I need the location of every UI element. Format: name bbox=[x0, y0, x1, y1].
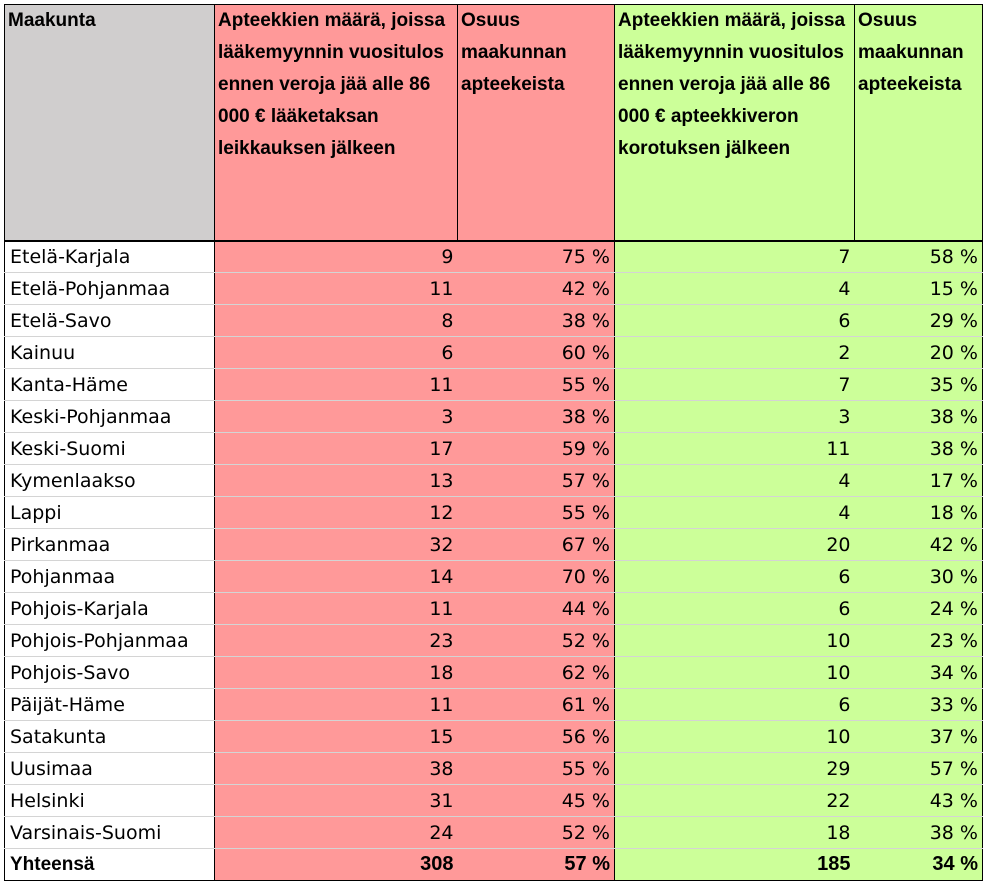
cell-count-after-tax-increase[interactable]: 29 bbox=[615, 753, 855, 785]
table-row bbox=[5, 369, 983, 401]
cell-share-after-tax-increase[interactable]: 43 % bbox=[855, 785, 983, 817]
cell-share-after-tax-increase[interactable]: 38 % bbox=[855, 401, 983, 433]
table-row bbox=[5, 465, 983, 497]
cell-count-after-tariff-cut[interactable]: 11 bbox=[215, 273, 458, 305]
header-count-after-tax-increase[interactable]: Apteekkien määrä, joissa lääkemyynnin vuositulos ennen veroja jää alle 86 000 € apteekkiveron korotuksen jälkeen bbox=[615, 5, 855, 241]
cell-share-after-tariff-cut[interactable]: 56 % bbox=[458, 721, 615, 753]
table-row bbox=[5, 401, 983, 433]
table-row bbox=[5, 337, 983, 369]
cell-share-after-tariff-cut[interactable]: 38 % bbox=[458, 305, 615, 337]
cell-maakunta[interactable]: Keski-Pohjanmaa bbox=[5, 401, 215, 433]
cell-count-after-tariff-cut[interactable]: 6 bbox=[215, 337, 458, 369]
cell-maakunta[interactable]: Varsinais-Suomi bbox=[5, 817, 215, 849]
table-row bbox=[5, 625, 983, 657]
cell-maakunta[interactable]: Pohjois-Karjala bbox=[5, 593, 215, 625]
table-row bbox=[5, 497, 983, 529]
cell-count-after-tariff-cut[interactable]: 18 bbox=[215, 657, 458, 689]
header-share-after-tariff-cut[interactable]: Osuus maakunnan apteekeista bbox=[458, 5, 615, 241]
cell-maakunta[interactable]: Pirkanmaa bbox=[5, 529, 215, 561]
cell-count-after-tax-increase[interactable]: 4 bbox=[615, 465, 855, 497]
cell-share-after-tax-increase[interactable]: 57 % bbox=[855, 753, 983, 785]
cell-share-after-tax-increase[interactable]: 42 % bbox=[855, 529, 983, 561]
cell-maakunta[interactable]: Päijät-Häme bbox=[5, 689, 215, 721]
cell-share-after-tariff-cut[interactable]: 60 % bbox=[458, 337, 615, 369]
cell-maakunta[interactable]: Pohjois-Pohjanmaa bbox=[5, 625, 215, 657]
total-row bbox=[5, 849, 983, 881]
cell-total-count-after-tax-increase[interactable]: 185 bbox=[615, 849, 855, 881]
cell-share-after-tariff-cut[interactable]: 62 % bbox=[458, 657, 615, 689]
cell-count-after-tariff-cut[interactable]: 31 bbox=[215, 785, 458, 817]
cell-total-share-after-tariff-cut[interactable]: 57 % bbox=[458, 849, 615, 881]
cell-share-after-tax-increase[interactable]: 17 % bbox=[855, 465, 983, 497]
cell-maakunta[interactable]: Helsinki bbox=[5, 785, 215, 817]
cell-maakunta[interactable]: Satakunta bbox=[5, 721, 215, 753]
cell-share-after-tariff-cut[interactable]: 57 % bbox=[458, 465, 615, 497]
cell-share-after-tariff-cut[interactable]: 44 % bbox=[458, 593, 615, 625]
cell-share-after-tax-increase[interactable]: 33 % bbox=[855, 689, 983, 721]
cell-count-after-tax-increase[interactable]: 11 bbox=[615, 433, 855, 465]
cell-count-after-tariff-cut[interactable]: 9 bbox=[215, 241, 458, 273]
table-row bbox=[5, 657, 983, 689]
cell-share-after-tax-increase[interactable]: 23 % bbox=[855, 625, 983, 657]
cell-share-after-tax-increase[interactable]: 20 % bbox=[855, 337, 983, 369]
cell-maakunta[interactable]: Pohjois-Savo bbox=[5, 657, 215, 689]
cell-count-after-tax-increase[interactable]: 7 bbox=[615, 369, 855, 401]
cell-share-after-tax-increase[interactable]: 15 % bbox=[855, 273, 983, 305]
cell-count-after-tax-increase[interactable]: 3 bbox=[615, 401, 855, 433]
cell-share-after-tariff-cut[interactable]: 55 % bbox=[458, 369, 615, 401]
cell-share-after-tariff-cut[interactable]: 38 % bbox=[458, 401, 615, 433]
cell-count-after-tariff-cut[interactable]: 38 bbox=[215, 753, 458, 785]
cell-total-label[interactable]: Yhteensä bbox=[5, 849, 215, 881]
cell-count-after-tariff-cut[interactable]: 3 bbox=[215, 401, 458, 433]
table-row bbox=[5, 561, 983, 593]
cell-count-after-tariff-cut[interactable]: 15 bbox=[215, 721, 458, 753]
table-row bbox=[5, 785, 983, 817]
spreadsheet-table bbox=[4, 4, 983, 881]
table-row bbox=[5, 433, 983, 465]
cell-count-after-tariff-cut[interactable]: 11 bbox=[215, 369, 458, 401]
cell-maakunta[interactable]: Kainuu bbox=[5, 337, 215, 369]
cell-share-after-tax-increase[interactable]: 38 % bbox=[855, 817, 983, 849]
header-share-after-tax-increase[interactable]: Osuus maakunnan apteekeista bbox=[855, 5, 983, 241]
cell-count-after-tax-increase[interactable]: 10 bbox=[615, 625, 855, 657]
cell-share-after-tariff-cut[interactable]: 52 % bbox=[458, 817, 615, 849]
cell-maakunta[interactable]: Etelä-Karjala bbox=[5, 241, 215, 273]
table-row bbox=[5, 241, 983, 273]
cell-count-after-tariff-cut[interactable]: 12 bbox=[215, 497, 458, 529]
cell-share-after-tariff-cut[interactable]: 67 % bbox=[458, 529, 615, 561]
cell-count-after-tax-increase[interactable]: 2 bbox=[615, 337, 855, 369]
cell-maakunta[interactable]: Etelä-Savo bbox=[5, 305, 215, 337]
cell-count-after-tax-increase[interactable]: 4 bbox=[615, 497, 855, 529]
cell-count-after-tariff-cut[interactable]: 8 bbox=[215, 305, 458, 337]
header-row bbox=[5, 5, 983, 241]
cell-count-after-tax-increase[interactable]: 7 bbox=[615, 241, 855, 273]
cell-maakunta[interactable]: Keski-Suomi bbox=[5, 433, 215, 465]
table-row bbox=[5, 593, 983, 625]
table-row bbox=[5, 529, 983, 561]
cell-count-after-tax-increase[interactable]: 22 bbox=[615, 785, 855, 817]
table-row bbox=[5, 721, 983, 753]
cell-maakunta[interactable]: Kanta-Häme bbox=[5, 369, 215, 401]
cell-maakunta[interactable]: Lappi bbox=[5, 497, 215, 529]
cell-share-after-tax-increase[interactable]: 29 % bbox=[855, 305, 983, 337]
header-maakunta[interactable]: Maakunta bbox=[5, 5, 215, 241]
cell-total-count-after-tariff-cut[interactable]: 308 bbox=[215, 849, 458, 881]
cell-maakunta[interactable]: Uusimaa bbox=[5, 753, 215, 785]
cell-share-after-tax-increase[interactable]: 37 % bbox=[855, 721, 983, 753]
cell-share-after-tax-increase[interactable]: 30 % bbox=[855, 561, 983, 593]
cell-share-after-tax-increase[interactable]: 18 % bbox=[855, 497, 983, 529]
cell-maakunta[interactable]: Kymenlaakso bbox=[5, 465, 215, 497]
cell-count-after-tax-increase[interactable]: 20 bbox=[615, 529, 855, 561]
cell-count-after-tariff-cut[interactable]: 32 bbox=[215, 529, 458, 561]
cell-share-after-tariff-cut[interactable]: 52 % bbox=[458, 625, 615, 657]
cell-total-share-after-tax-increase[interactable]: 34 % bbox=[855, 849, 983, 881]
table-row bbox=[5, 753, 983, 785]
cell-count-after-tariff-cut[interactable]: 23 bbox=[215, 625, 458, 657]
cell-count-after-tax-increase[interactable]: 6 bbox=[615, 561, 855, 593]
cell-share-after-tariff-cut[interactable]: 45 % bbox=[458, 785, 615, 817]
cell-share-after-tax-increase[interactable]: 58 % bbox=[855, 241, 983, 273]
cell-share-after-tax-increase[interactable]: 34 % bbox=[855, 657, 983, 689]
cell-share-after-tariff-cut[interactable]: 75 % bbox=[458, 241, 615, 273]
cell-count-after-tariff-cut[interactable]: 13 bbox=[215, 465, 458, 497]
cell-count-after-tax-increase[interactable]: 10 bbox=[615, 657, 855, 689]
cell-share-after-tax-increase[interactable]: 24 % bbox=[855, 593, 983, 625]
cell-share-after-tariff-cut[interactable]: 70 % bbox=[458, 561, 615, 593]
table-body bbox=[5, 241, 983, 881]
cell-count-after-tax-increase[interactable]: 4 bbox=[615, 273, 855, 305]
cell-count-after-tax-increase[interactable]: 6 bbox=[615, 305, 855, 337]
cell-share-after-tax-increase[interactable]: 35 % bbox=[855, 369, 983, 401]
cell-share-after-tariff-cut[interactable]: 61 % bbox=[458, 689, 615, 721]
cell-maakunta[interactable]: Pohjanmaa bbox=[5, 561, 215, 593]
cell-share-after-tariff-cut[interactable]: 55 % bbox=[458, 753, 615, 785]
cell-share-after-tariff-cut[interactable]: 42 % bbox=[458, 273, 615, 305]
cell-maakunta[interactable]: Etelä-Pohjanmaa bbox=[5, 273, 215, 305]
cell-share-after-tariff-cut[interactable]: 55 % bbox=[458, 497, 615, 529]
cell-share-after-tariff-cut[interactable]: 59 % bbox=[458, 433, 615, 465]
cell-count-after-tariff-cut[interactable]: 14 bbox=[215, 561, 458, 593]
cell-share-after-tax-increase[interactable]: 38 % bbox=[855, 433, 983, 465]
table-row bbox=[5, 305, 983, 337]
cell-count-after-tariff-cut[interactable]: 24 bbox=[215, 817, 458, 849]
cell-count-after-tariff-cut[interactable]: 11 bbox=[215, 689, 458, 721]
cell-count-after-tax-increase[interactable]: 10 bbox=[615, 721, 855, 753]
cell-count-after-tax-increase[interactable]: 18 bbox=[615, 817, 855, 849]
cell-count-after-tariff-cut[interactable]: 17 bbox=[215, 433, 458, 465]
table-row bbox=[5, 817, 983, 849]
cell-count-after-tariff-cut[interactable]: 11 bbox=[215, 593, 458, 625]
header-count-after-tariff-cut[interactable]: Apteekkien määrä, joissa lääkemyynnin vuositulos ennen veroja jää alle 86 000 € lääketaksan leikkauksen jälkeen bbox=[215, 5, 458, 241]
cell-count-after-tax-increase[interactable]: 6 bbox=[615, 593, 855, 625]
cell-count-after-tax-increase[interactable]: 6 bbox=[615, 689, 855, 721]
table-row bbox=[5, 273, 983, 305]
table-row bbox=[5, 689, 983, 721]
